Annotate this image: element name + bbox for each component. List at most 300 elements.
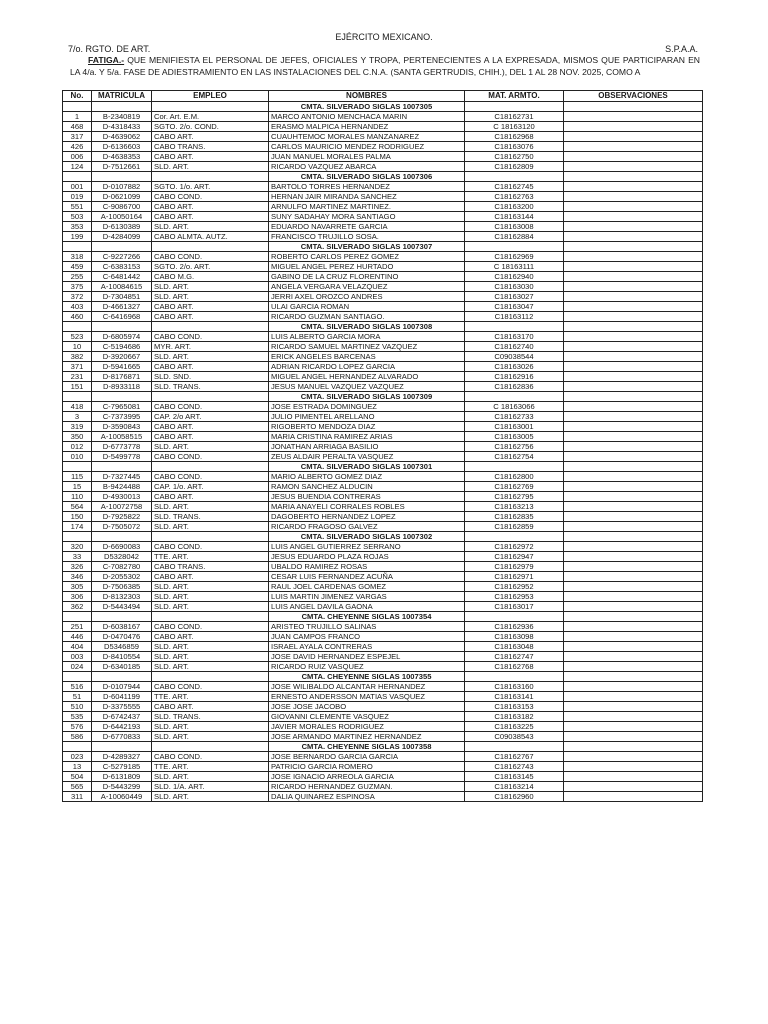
observaciones-cell: [564, 411, 703, 421]
nombre-cell: RIGOBERTO MENDOZA DIAZ: [269, 421, 465, 431]
observaciones-cell: [564, 771, 703, 781]
empleo-cell: CABO ALMTA. AUTZ.: [152, 231, 269, 241]
section-empty-cell: [564, 321, 703, 331]
mat-armto-cell: C18162968: [465, 131, 564, 141]
empleo-cell: CABO COND.: [152, 451, 269, 461]
mat-armto-cell: C18162953: [465, 591, 564, 601]
row-number: 1: [63, 111, 92, 121]
mat-armto-cell: C18162952: [465, 581, 564, 591]
observaciones-cell: [564, 451, 703, 461]
table-row: [63, 791, 703, 801]
matricula-cell: D-6038167: [92, 621, 152, 631]
matricula-cell: D-0107882: [92, 181, 152, 191]
section-empty-cell: [152, 101, 269, 111]
observaciones-cell: [564, 701, 703, 711]
empleo-cell: SGTO. 2/o. ART.: [152, 261, 269, 271]
table-row: [63, 201, 703, 211]
matricula-cell: D-4639062: [92, 131, 152, 141]
section-title: CMTA. CHEYENNE SIGLAS 1007358: [269, 741, 465, 751]
mat-armto-cell: C18162884: [465, 231, 564, 241]
observaciones-cell: [564, 371, 703, 381]
mat-armto-cell: C18162969: [465, 251, 564, 261]
mat-armto-cell: C18162740: [465, 341, 564, 351]
col-header-nombres: NOMBRES: [269, 91, 465, 102]
row-number: 51: [63, 691, 92, 701]
table-row: [63, 501, 703, 511]
empleo-cell: SLD. ART.: [152, 591, 269, 601]
table-header-row: [63, 91, 703, 102]
empleo-cell: CABO COND.: [152, 401, 269, 411]
table-row: [63, 701, 703, 711]
section-title: CMTA. CHEYENNE SIGLAS 1007355: [269, 671, 465, 681]
nombre-cell: JAVIER MORALES RODRIGUEZ: [269, 721, 465, 731]
table-row: [63, 781, 703, 791]
empleo-cell: CABO ART.: [152, 201, 269, 211]
section-empty-cell: [465, 741, 564, 751]
row-number: 426: [63, 141, 92, 151]
matricula-cell: D-4638353: [92, 151, 152, 161]
row-number: 564: [63, 501, 92, 511]
table-row: [63, 451, 703, 461]
matricula-cell: D-7925822: [92, 511, 152, 521]
nombre-cell: MIGUEL ANGEL PEREZ HURTADO: [269, 261, 465, 271]
mat-armto-cell: C18162768: [465, 661, 564, 671]
matricula-cell: D-3590843: [92, 421, 152, 431]
observaciones-cell: [564, 661, 703, 671]
matricula-cell: D-7304851: [92, 291, 152, 301]
observaciones-cell: [564, 301, 703, 311]
section-empty-cell: [63, 741, 92, 751]
row-number: 311: [63, 791, 92, 801]
table-row: [63, 281, 703, 291]
fatiga-text: QUE MENIFIESTA EL PERSONAL DE JEFES, OFICIALES Y TROPA, PERTENECIENTES A LA EXPRESADA, MISMOS QUE PARTICIPARAN EN LA 4/a. Y 5/a. FASE DE ADIESTRAMIENTO EN LAS INSTALACIONES DEL C.N.A. (SANTA GERTRUDIS, CHIH.), DEL 1 AL 28 NOV. 2025, COMO A: [70, 55, 701, 77]
table-row: [63, 571, 703, 581]
table-row: [63, 131, 703, 141]
empleo-cell: CABO ART.: [152, 431, 269, 441]
nombre-cell: ERNESTO ANDERSSON MATIAS VASQUEZ: [269, 691, 465, 701]
matricula-cell: D-6742437: [92, 711, 152, 721]
nombre-cell: ISRAEL AYALA CONTRERAS: [269, 641, 465, 651]
row-number: 151: [63, 381, 92, 391]
section-title: CMTA. SILVERADO SIGLAS 1007302: [269, 531, 465, 541]
empleo-cell: TTE. ART.: [152, 691, 269, 701]
mat-armto-cell: C18163170: [465, 331, 564, 341]
table-row: [63, 651, 703, 661]
row-number: 174: [63, 521, 92, 531]
observaciones-cell: [564, 711, 703, 721]
nombre-cell: UBALDO RAMIREZ ROSAS: [269, 561, 465, 571]
empleo-cell: SGTO. 2/o. COND.: [152, 121, 269, 131]
nombre-cell: LUIS ANGEL GUTIERREZ SERRANO: [269, 541, 465, 551]
matricula-cell: D-6770833: [92, 731, 152, 741]
empleo-cell: SLD. SND.: [152, 371, 269, 381]
matricula-cell: D-7505072: [92, 521, 152, 531]
nombre-cell: ANGELA VERGARA VELAZQUEZ: [269, 281, 465, 291]
matricula-cell: D-4289327: [92, 751, 152, 761]
row-number: 231: [63, 371, 92, 381]
empleo-cell: SLD. ART.: [152, 221, 269, 231]
table-row: [63, 111, 703, 121]
empleo-cell: SLD. ART.: [152, 791, 269, 801]
section-empty-cell: [63, 391, 92, 401]
section-empty-cell: [465, 531, 564, 541]
section-empty-cell: [564, 671, 703, 681]
col-header-matricula: MATRICULA: [92, 91, 152, 102]
document-title: EJÉRCITO MEXICANO.: [335, 32, 433, 42]
matricula-cell: D-4284099: [92, 231, 152, 241]
empleo-cell: CABO ART.: [152, 631, 269, 641]
row-number: 023: [63, 751, 92, 761]
nombre-cell: PATRICIO GARCIA ROMERO: [269, 761, 465, 771]
section-empty-cell: [564, 611, 703, 621]
table-row: [63, 331, 703, 341]
row-number: 110: [63, 491, 92, 501]
table-row: [63, 401, 703, 411]
section-empty-cell: [63, 461, 92, 471]
empleo-cell: SLD. TRANS.: [152, 511, 269, 521]
empleo-cell: CABO COND.: [152, 621, 269, 631]
observaciones-cell: [564, 761, 703, 771]
nombre-cell: JOSE IGNACIO ARREOLA GARCIA: [269, 771, 465, 781]
row-number: 305: [63, 581, 92, 591]
empleo-cell: SLD. ART.: [152, 161, 269, 171]
matricula-cell: D-4930013: [92, 491, 152, 501]
matricula-cell: C-6481442: [92, 271, 152, 281]
table-row: [63, 621, 703, 631]
matricula-cell: C-7373995: [92, 411, 152, 421]
personnel-table: [62, 90, 703, 802]
empleo-cell: SLD. TRANS.: [152, 711, 269, 721]
nombre-cell: FRANCISCO TRUJILLO SOSA.: [269, 231, 465, 241]
col-header-mat-armto: MAT. ARMTO.: [465, 91, 564, 102]
table-row: [63, 681, 703, 691]
table-row: [63, 481, 703, 491]
nombre-cell: JESUS EDUARDO PLAZA ROJAS: [269, 551, 465, 561]
matricula-cell: D-6131809: [92, 771, 152, 781]
mat-armto-cell: C18162960: [465, 791, 564, 801]
matricula-cell: D-6136603: [92, 141, 152, 151]
mat-armto-cell: C18163026: [465, 361, 564, 371]
section-empty-cell: [564, 171, 703, 181]
table-row: [63, 641, 703, 651]
matricula-cell: D-0470476: [92, 631, 152, 641]
row-number: 255: [63, 271, 92, 281]
table-row: [63, 691, 703, 701]
nombre-cell: ARISTEO TRUJILLO SALINAS: [269, 621, 465, 631]
nombre-cell: MARIA ANAYELI CORRALES ROBLES: [269, 501, 465, 511]
nombre-cell: ULAI GARCIA ROMAN: [269, 301, 465, 311]
matricula-cell: A-10050164: [92, 211, 152, 221]
empleo-cell: SLD. ART.: [152, 521, 269, 531]
mat-armto-cell: C18162750: [465, 151, 564, 161]
section-empty-cell: [92, 171, 152, 181]
section-title: CMTA. SILVERADO SIGLAS 1007308: [269, 321, 465, 331]
mat-armto-cell: C 18163066: [465, 401, 564, 411]
matricula-cell: D-6041199: [92, 691, 152, 701]
nombre-cell: JOSE WILIBALDO ALCANTAR HERNANDEZ: [269, 681, 465, 691]
mat-armto-cell: C18163200: [465, 201, 564, 211]
section-empty-cell: [152, 391, 269, 401]
col-header-no: No.: [63, 91, 92, 102]
section-empty-cell: [465, 321, 564, 331]
mat-armto-cell: C18162800: [465, 471, 564, 481]
mat-armto-cell: C18163098: [465, 631, 564, 641]
observaciones-cell: [564, 691, 703, 701]
table-row: [63, 351, 703, 361]
section-empty-cell: [63, 101, 92, 111]
matricula-cell: C-7965081: [92, 401, 152, 411]
mat-armto-cell: C18163008: [465, 221, 564, 231]
section-empty-cell: [92, 611, 152, 621]
nombre-cell: JESUS MANUEL VAZQUEZ VAZQUEZ: [269, 381, 465, 391]
section-empty-cell: [564, 101, 703, 111]
observaciones-cell: [564, 471, 703, 481]
observaciones-cell: [564, 201, 703, 211]
table-row: [63, 601, 703, 611]
observaciones-cell: [564, 291, 703, 301]
section-header-row: [63, 611, 703, 621]
empleo-cell: CABO ART.: [152, 151, 269, 161]
row-number: 516: [63, 681, 92, 691]
nombre-cell: JONATHAN ARRIAGA BASILIO: [269, 441, 465, 451]
matricula-cell: D-5443299: [92, 781, 152, 791]
observaciones-cell: [564, 231, 703, 241]
mat-armto-cell: C18163145: [465, 771, 564, 781]
empleo-cell: SLD. ART.: [152, 721, 269, 731]
row-number: 317: [63, 131, 92, 141]
empleo-cell: CABO COND.: [152, 751, 269, 761]
nombre-cell: JUAN CAMPOS FRANCO: [269, 631, 465, 641]
empleo-cell: SLD. ART.: [152, 731, 269, 741]
observaciones-cell: [564, 601, 703, 611]
row-number: 551: [63, 201, 92, 211]
mat-armto-cell: C18162754: [465, 451, 564, 461]
empleo-cell: SLD. ART.: [152, 501, 269, 511]
mat-armto-cell: C18162756: [465, 441, 564, 451]
matricula-cell: C-9086700: [92, 201, 152, 211]
row-number: 371: [63, 361, 92, 371]
section-empty-cell: [152, 611, 269, 621]
mat-armto-cell: C18162795: [465, 491, 564, 501]
table-row: [63, 141, 703, 151]
observaciones-cell: [564, 351, 703, 361]
nombre-cell: ERICK ANGELES BARCENAS: [269, 351, 465, 361]
table-row: [63, 271, 703, 281]
mat-armto-cell: C18162747: [465, 651, 564, 661]
table-row: [63, 591, 703, 601]
nombre-cell: JOSE ESTRADA DOMINGUEZ: [269, 401, 465, 411]
section-empty-cell: [465, 171, 564, 181]
empleo-cell: CAP. 2/o ART.: [152, 411, 269, 421]
matricula-cell: C-6416968: [92, 311, 152, 321]
observaciones-cell: [564, 511, 703, 521]
mat-armto-cell: C18163017: [465, 601, 564, 611]
matricula-cell: D-6690083: [92, 541, 152, 551]
mat-armto-cell: C18162979: [465, 561, 564, 571]
table-row: [63, 311, 703, 321]
empleo-cell: SGTO. 1/o. ART.: [152, 181, 269, 191]
table-row: [63, 631, 703, 641]
observaciones-cell: [564, 781, 703, 791]
matricula-cell: D-4318433: [92, 121, 152, 131]
table-row: [63, 251, 703, 261]
observaciones-cell: [564, 441, 703, 451]
empleo-cell: SLD. 1/A. ART.: [152, 781, 269, 791]
mat-armto-cell: C18162971: [465, 571, 564, 581]
section-empty-cell: [152, 171, 269, 181]
mat-armto-cell: C18162859: [465, 521, 564, 531]
observaciones-cell: [564, 571, 703, 581]
empleo-cell: SLD. ART.: [152, 291, 269, 301]
empleo-cell: MYR. ART.: [152, 341, 269, 351]
nombre-cell: EDUARDO NAVARRETE GARCIA: [269, 221, 465, 231]
table-row: [63, 341, 703, 351]
section-empty-cell: [152, 671, 269, 681]
table-row: [63, 711, 703, 721]
mat-armto-cell: C09038544: [465, 351, 564, 361]
row-number: 006: [63, 151, 92, 161]
table-row: [63, 511, 703, 521]
section-empty-cell: [152, 531, 269, 541]
section-empty-cell: [92, 741, 152, 751]
section-empty-cell: [63, 321, 92, 331]
row-number: 318: [63, 251, 92, 261]
row-number: 13: [63, 761, 92, 771]
nombre-cell: ARNULFO MARTINEZ MARTINEZ.: [269, 201, 465, 211]
nombre-cell: BARTOLO TORRES HERNANDEZ: [269, 181, 465, 191]
empleo-cell: CABO ART.: [152, 701, 269, 711]
observaciones-cell: [564, 191, 703, 201]
section-title: CMTA. SILVERADO SIGLAS 1007306: [269, 171, 465, 181]
table-row: [63, 771, 703, 781]
row-number: 565: [63, 781, 92, 791]
matricula-cell: D-7506385: [92, 581, 152, 591]
section-header-row: [63, 741, 703, 751]
mat-armto-cell: C18162947: [465, 551, 564, 561]
row-number: 446: [63, 631, 92, 641]
table-row: [63, 121, 703, 131]
section-header-row: [63, 241, 703, 251]
table-row: [63, 181, 703, 191]
section-empty-cell: [92, 101, 152, 111]
unit-label: 7/o. RGTO. DE ART.: [68, 44, 151, 54]
matricula-cell: D-6442193: [92, 721, 152, 731]
row-number: 362: [63, 601, 92, 611]
table-row: [63, 301, 703, 311]
section-empty-cell: [63, 671, 92, 681]
nombre-cell: RICARDO RUIZ VASQUEZ: [269, 661, 465, 671]
mat-armto-cell: C18162836: [465, 381, 564, 391]
row-number: 576: [63, 721, 92, 731]
section-empty-cell: [564, 461, 703, 471]
mat-armto-cell: C 18163111: [465, 261, 564, 271]
observaciones-cell: [564, 541, 703, 551]
empleo-cell: CABO ART.: [152, 571, 269, 581]
section-empty-cell: [63, 531, 92, 541]
section-empty-cell: [564, 391, 703, 401]
empleo-cell: CABO TRANS.: [152, 561, 269, 571]
mat-armto-cell: C18163144: [465, 211, 564, 221]
mat-armto-cell: C18163141: [465, 691, 564, 701]
section-empty-cell: [465, 461, 564, 471]
row-number: 15: [63, 481, 92, 491]
table-row: [63, 731, 703, 741]
row-number: 012: [63, 441, 92, 451]
section-empty-cell: [152, 461, 269, 471]
nombre-cell: RICARDO GUZMAN SANTIAGO.: [269, 311, 465, 321]
empleo-cell: CABO COND.: [152, 471, 269, 481]
table-row: [63, 441, 703, 451]
nombre-cell: SUNY SADAHAY MORA SANTIAGO: [269, 211, 465, 221]
section-empty-cell: [465, 391, 564, 401]
matricula-cell: D-0621099: [92, 191, 152, 201]
mat-armto-cell: C18163047: [465, 301, 564, 311]
matricula-cell: D-6805974: [92, 331, 152, 341]
empleo-cell: SLD. ART.: [152, 651, 269, 661]
observaciones-cell: [564, 181, 703, 191]
row-number: 372: [63, 291, 92, 301]
matricula-cell: D-8410554: [92, 651, 152, 661]
mat-armto-cell: C18162733: [465, 411, 564, 421]
row-number: 350: [63, 431, 92, 441]
table-row: [63, 371, 703, 381]
row-number: 468: [63, 121, 92, 131]
empleo-cell: CABO COND.: [152, 331, 269, 341]
empleo-cell: SLD. ART.: [152, 641, 269, 651]
row-number: 460: [63, 311, 92, 321]
nombre-cell: JUAN MANUEL MORALES PALMA: [269, 151, 465, 161]
table-row: [63, 291, 703, 301]
observaciones-cell: [564, 131, 703, 141]
nombre-cell: ZEUS ALDAIR PERALTA VASQUEZ: [269, 451, 465, 461]
section-header-row: [63, 531, 703, 541]
observaciones-cell: [564, 111, 703, 121]
observaciones-cell: [564, 651, 703, 661]
section-empty-cell: [564, 241, 703, 251]
observaciones-cell: [564, 161, 703, 171]
nombre-cell: RICARDO HERNANDEZ GUZMAN.: [269, 781, 465, 791]
section-empty-cell: [92, 461, 152, 471]
nombre-cell: GIOVANNI CLEMENTE VASQUEZ: [269, 711, 465, 721]
table-row: [63, 421, 703, 431]
nombre-cell: RAMON SANCHEZ ALDUCIN: [269, 481, 465, 491]
observaciones-cell: [564, 141, 703, 151]
matricula-cell: D5346859: [92, 641, 152, 651]
mat-armto-cell: C18162745: [465, 181, 564, 191]
table-row: [63, 761, 703, 771]
row-number: 306: [63, 591, 92, 601]
observaciones-cell: [564, 481, 703, 491]
section-empty-cell: [92, 671, 152, 681]
observaciones-cell: [564, 591, 703, 601]
matricula-cell: D-3920667: [92, 351, 152, 361]
table-row: [63, 231, 703, 241]
row-number: 150: [63, 511, 92, 521]
section-empty-cell: [92, 241, 152, 251]
table-row: [63, 361, 703, 371]
observaciones-cell: [564, 151, 703, 161]
row-number: 010: [63, 451, 92, 461]
table-row: [63, 221, 703, 231]
observaciones-cell: [564, 731, 703, 741]
nombre-cell: RICARDO SAMUEL MARTINEZ VAZQUEZ: [269, 341, 465, 351]
empleo-cell: SLD. TRANS.: [152, 381, 269, 391]
empleo-cell: TTE. ART.: [152, 551, 269, 561]
matricula-cell: B-9424488: [92, 481, 152, 491]
empleo-cell: CABO ART.: [152, 211, 269, 221]
section-empty-cell: [564, 531, 703, 541]
empleo-cell: TTE. ART.: [152, 761, 269, 771]
